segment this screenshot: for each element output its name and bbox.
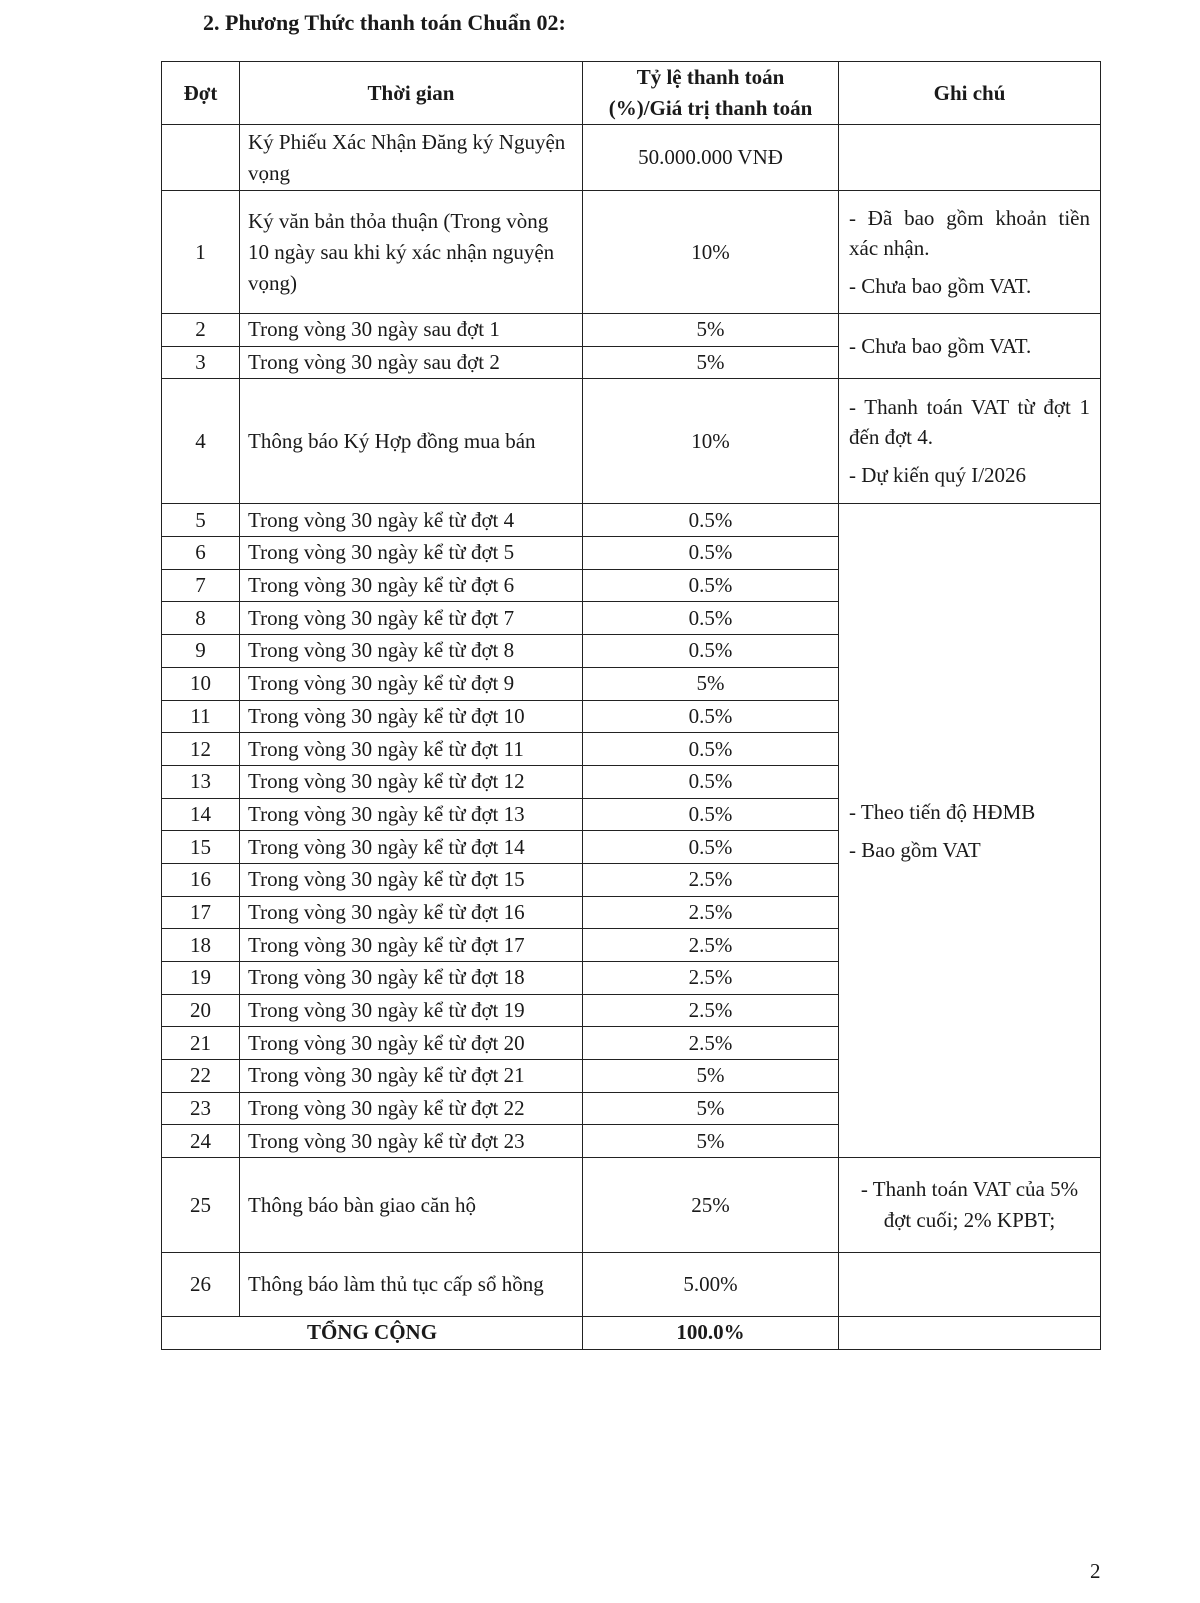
dot-cell: 22 [162, 1060, 240, 1093]
dot-cell: 12 [162, 733, 240, 766]
note-text: - Thanh toán VAT của 5% đợt cuối; 2% KPBT; [860, 1177, 1079, 1233]
note-cell [839, 1253, 1101, 1317]
time-cell: Trong vòng 30 ngày kể từ đợt 15 [240, 863, 583, 896]
note-text: - Đã bao gồm khoản tiền xác nhận. [849, 206, 1090, 260]
header-dot: Đợt [162, 62, 240, 125]
payment-schedule-table [161, 61, 1101, 1350]
time-cell: Trong vòng 30 ngày kể từ đợt 12 [240, 765, 583, 798]
note-text: - Dự kiến quý I/2026 [849, 463, 1027, 488]
table-row [162, 1253, 1101, 1317]
dot-cell: 11 [162, 700, 240, 733]
dot-cell: 19 [162, 962, 240, 995]
table-row [162, 191, 1101, 314]
time-cell: Trong vòng 30 ngày kể từ đợt 13 [240, 798, 583, 831]
rate-cell: 5% [583, 1125, 839, 1158]
time-cell: Trong vòng 30 ngày kể từ đợt 9 [240, 667, 583, 700]
time-cell: Trong vòng 30 ngày kể từ đợt 21 [240, 1060, 583, 1093]
dot-cell: 24 [162, 1125, 240, 1158]
dot-cell: 18 [162, 929, 240, 962]
time-cell: Trong vòng 30 ngày kể từ đợt 20 [240, 1027, 583, 1060]
section-heading: 2. Phương Thức thanh toán Chuẩn 02: [203, 10, 566, 35]
note-cell [839, 379, 1101, 504]
dot-cell: 23 [162, 1092, 240, 1125]
note-cell [839, 125, 1101, 191]
rate-cell: 2.5% [583, 896, 839, 929]
rate-cell: 25% [583, 1158, 839, 1253]
dot-cell: 2 [162, 314, 240, 347]
rate-cell: 2.5% [583, 1027, 839, 1060]
rate-cell: 2.5% [583, 863, 839, 896]
total-row [162, 1317, 1101, 1350]
rate-cell: 5% [583, 1060, 839, 1093]
note-cell [839, 1158, 1101, 1253]
total-rate: 100.0% [583, 1317, 839, 1350]
note-text: - Chưa bao gồm VAT. [849, 334, 1032, 359]
rate-cell: 0.5% [583, 831, 839, 864]
dot-cell: 9 [162, 635, 240, 668]
rate-cell: 0.5% [583, 798, 839, 831]
rate-cell: 0.5% [583, 602, 839, 635]
time-cell: Thông báo làm thủ tục cấp sổ hồng [240, 1253, 583, 1317]
header-time: Thời gian [240, 62, 583, 125]
dot-cell: 8 [162, 602, 240, 635]
table-row [162, 1158, 1101, 1253]
time-cell: Trong vòng 30 ngày kể từ đợt 18 [240, 962, 583, 995]
rate-cell: 0.5% [583, 765, 839, 798]
dot-cell: 25 [162, 1158, 240, 1253]
time-cell: Trong vòng 30 ngày kể từ đợt 14 [240, 831, 583, 864]
rate-cell: 2.5% [583, 994, 839, 1027]
time-cell: Ký Phiếu Xác Nhận Đăng ký Nguyện vọng [240, 125, 583, 191]
time-cell: Trong vòng 30 ngày kể từ đợt 23 [240, 1125, 583, 1158]
time-cell: Trong vòng 30 ngày kể từ đợt 19 [240, 994, 583, 1027]
dot-cell: 26 [162, 1253, 240, 1317]
dot-cell: 14 [162, 798, 240, 831]
time-cell: Trong vòng 30 ngày kể từ đợt 5 [240, 537, 583, 570]
time-cell: Trong vòng 30 ngày kể từ đợt 16 [240, 896, 583, 929]
dot-cell: 3 [162, 346, 240, 379]
note-text: - Thanh toán VAT từ đợt 1 đến đợt 4. [849, 395, 1090, 450]
time-cell: Trong vòng 30 ngày kể từ đợt 6 [240, 569, 583, 602]
rate-cell: 0.5% [583, 733, 839, 766]
note-text: - Theo tiến độ HĐMB [849, 799, 1036, 824]
rate-cell: 10% [583, 191, 839, 314]
time-cell: Trong vòng 30 ngày kể từ đợt 7 [240, 602, 583, 635]
time-cell: Ký văn bản thỏa thuận (Trong vòng 10 ngày sau khi ký xác nhận nguyện vọng) [240, 191, 583, 314]
note-text: - Chưa bao gồm VAT. [849, 274, 1032, 298]
header-rate-line1: Tỷ lệ thanh toán [636, 65, 785, 89]
time-cell: Trong vòng 30 ngày kể từ đợt 11 [240, 733, 583, 766]
rate-cell: 0.5% [583, 700, 839, 733]
time-cell: Trong vòng 30 ngày kể từ đợt 4 [240, 504, 583, 537]
time-cell: Trong vòng 30 ngày kể từ đợt 22 [240, 1092, 583, 1125]
time-cell: Trong vòng 30 ngày sau đợt 2 [240, 346, 583, 379]
table-row [162, 504, 1101, 537]
total-note-cell [839, 1317, 1101, 1350]
dot-cell: 4 [162, 379, 240, 504]
rate-cell: 0.5% [583, 504, 839, 537]
table-row [162, 379, 1101, 504]
rate-cell: 0.5% [583, 537, 839, 570]
rate-cell: 50.000.000 VNĐ [583, 125, 839, 191]
page-number: 2 [1090, 1559, 1101, 1583]
table-header-row [162, 62, 1101, 125]
rate-cell: 5% [583, 1092, 839, 1125]
dot-cell: 15 [162, 831, 240, 864]
dot-cell: 6 [162, 537, 240, 570]
header-rate-line2: (%)/Giá trị thanh toán [608, 96, 813, 120]
time-cell: Thông báo Ký Hợp đồng mua bán [240, 379, 583, 504]
time-cell: Trong vòng 30 ngày kể từ đợt 17 [240, 929, 583, 962]
dot-cell: 16 [162, 863, 240, 896]
time-cell: Trong vòng 30 ngày kể từ đợt 8 [240, 635, 583, 668]
time-cell: Trong vòng 30 ngày sau đợt 1 [240, 314, 583, 347]
total-label: TỔNG CỘNG [162, 1317, 583, 1350]
note-cell [839, 191, 1101, 314]
note-cell [839, 314, 1101, 379]
rate-cell: 10% [583, 379, 839, 504]
note-text: - Bao gồm VAT [849, 837, 981, 862]
dot-cell: 13 [162, 765, 240, 798]
rate-cell: 0.5% [583, 569, 839, 602]
rate-cell: 0.5% [583, 635, 839, 668]
rate-cell: 5% [583, 314, 839, 347]
dot-cell: 17 [162, 896, 240, 929]
rate-cell: 2.5% [583, 929, 839, 962]
rate-cell: 5.00% [583, 1253, 839, 1317]
dot-cell [162, 125, 240, 191]
time-cell: Thông báo bàn giao căn hộ [240, 1158, 583, 1253]
rate-cell: 2.5% [583, 962, 839, 995]
rate-cell: 5% [583, 667, 839, 700]
table-row [162, 125, 1101, 191]
header-rate [583, 62, 839, 125]
dot-cell: 10 [162, 667, 240, 700]
dot-cell: 7 [162, 569, 240, 602]
note-cell [839, 504, 1101, 1158]
dot-cell: 21 [162, 1027, 240, 1060]
time-cell: Trong vòng 30 ngày kể từ đợt 10 [240, 700, 583, 733]
header-note: Ghi chú [839, 62, 1101, 125]
rate-cell: 5% [583, 346, 839, 379]
table-row [162, 314, 1101, 347]
dot-cell: 5 [162, 504, 240, 537]
dot-cell: 20 [162, 994, 240, 1027]
dot-cell: 1 [162, 191, 240, 314]
